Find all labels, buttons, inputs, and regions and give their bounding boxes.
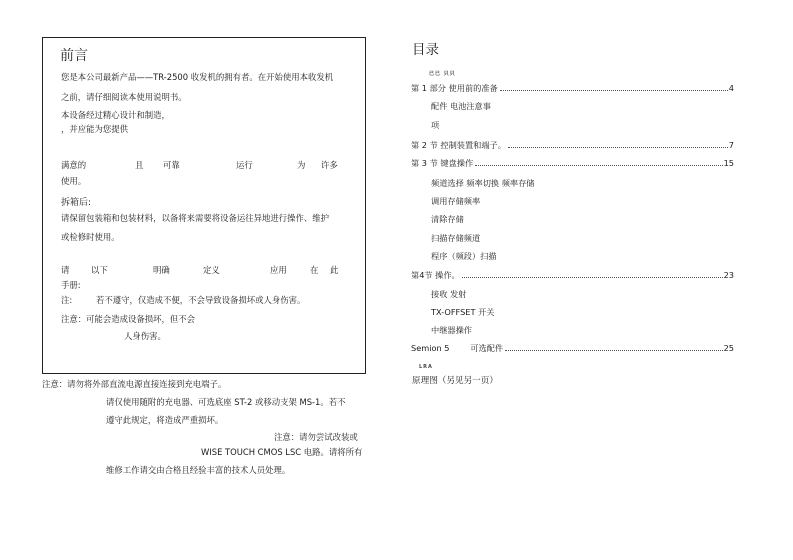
- preface-scatter1-a: 满意的: [61, 160, 87, 170]
- toc-mark-top: 已已 只只: [429, 71, 456, 77]
- preface-scatter2-e: 应用: [270, 265, 287, 275]
- warning-line2: 请仅使用随附的充电器、可选底座 ST-2 或移动支架 MS-1。若不: [106, 397, 346, 407]
- toc-schematic: 原理图（另见另一页）: [412, 376, 498, 386]
- toc-item: 第 2 节 控制装置和端子。 7: [411, 140, 734, 150]
- toc-item: 扫描存储频道: [431, 233, 481, 243]
- toc-title: 目录: [412, 42, 439, 58]
- toc-item: 频道选择 频率切换 频率存储: [431, 178, 535, 188]
- preface-scatter2-b: 以下: [91, 265, 108, 275]
- toc-item: Semion 5 可选配件 25: [411, 343, 734, 353]
- toc-item: 程序（频段）扫描: [431, 251, 497, 261]
- preface-scatter1-b: 且: [135, 160, 144, 170]
- preface-scatter1-d: 运行: [236, 160, 253, 170]
- preface-para2-line1: 本设备经过精心设计和制造，: [61, 110, 170, 120]
- toc-item: 第 3 节 键盘操作 15: [411, 158, 734, 168]
- note2-text: 注意：可能会造成设备损坏，但不会: [61, 314, 195, 324]
- preface-scatter2-line2: 手册:: [61, 280, 81, 290]
- unpack-title: 拆箱后:: [61, 198, 92, 208]
- preface-scatter1-c: 可靠: [163, 160, 180, 170]
- toc-item: 清除存储: [431, 214, 464, 224]
- warning-line5: WISE TOUCH CMOS LSC 电路。请将所有: [201, 447, 363, 457]
- warning-line6: 维修工作请交由合格且经验丰富的技术人员处理。: [106, 465, 291, 475]
- toc-item: TX-OFFSET 开关: [431, 307, 495, 317]
- preface-scatter2-c: 明确: [153, 265, 170, 275]
- unpack-line1: 请保留包装箱和包装材料，以备将来需要将设备运往异地进行操作、维护: [61, 213, 329, 223]
- toc-item: 项: [431, 120, 440, 130]
- toc-mark-bottom: LRA: [419, 364, 433, 370]
- preface-title: 前言: [60, 48, 88, 64]
- note1-label: 注:: [61, 295, 73, 305]
- preface-para1-line2: 之前，请仔细阅读本使用说明书。: [61, 92, 187, 102]
- toc-item: 中继器操作: [431, 325, 472, 335]
- toc-item: 第 1 部分 使用前的准备 4: [411, 83, 734, 93]
- toc-item: 调用存储频率: [431, 196, 481, 206]
- preface-scatter2-f: 在: [310, 265, 319, 275]
- warning-line1: 注意：请勿将外部直流电源直接连接到充电端子。: [42, 379, 227, 389]
- warning-line3: 遵守此规定，将造成严重损坏。: [106, 415, 224, 425]
- preface-scatter1-f: 许多: [321, 160, 338, 170]
- unpack-line2: 或检修时使用。: [61, 232, 120, 242]
- preface-scatter2-d: 定义: [203, 265, 220, 275]
- preface-scatter2-g: 此: [330, 265, 339, 275]
- note2-cont: 人身伤害。: [124, 331, 166, 341]
- preface-scatter2-a: 请: [61, 265, 70, 275]
- warning-line4: 注意：请勿尝试改装或: [274, 432, 358, 442]
- toc-item: 接收 发射: [431, 289, 467, 299]
- preface-scatter1-e: 为: [297, 160, 306, 170]
- preface-scatter1-line2: 使用。: [61, 176, 87, 186]
- preface-para2-line2: ，并应能为您提供: [61, 124, 128, 134]
- preface-para1-line1: 您是本公司最新产品——TR-2500 收发机的拥有者。在开始使用本收发机: [61, 72, 334, 82]
- toc-item: 第4节 操作。 23: [411, 270, 734, 280]
- toc-item: 配件 电池注意事: [431, 101, 491, 111]
- note1-text: 若不遵守，仅造成不便，不会导致设备损坏或人身伤害。: [96, 295, 306, 305]
